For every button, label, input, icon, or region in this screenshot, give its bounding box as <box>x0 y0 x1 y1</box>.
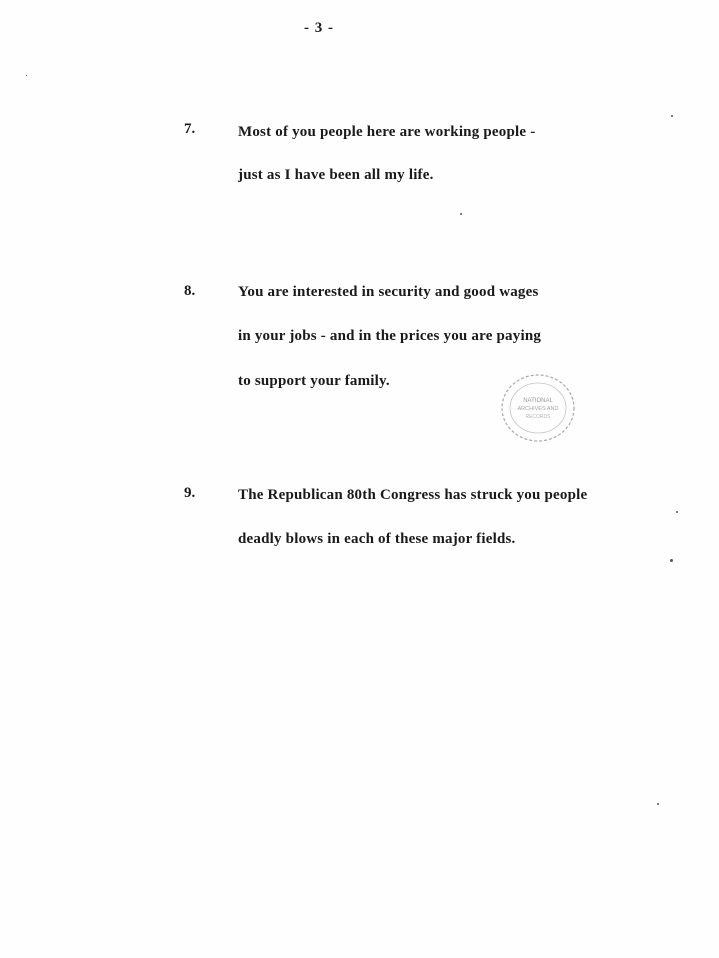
item-8-line-3: to support your family. <box>238 373 390 389</box>
scan-speck <box>670 559 673 562</box>
item-7-line-1: Most of you people here are working people - <box>238 124 536 140</box>
scan-speck <box>460 213 462 215</box>
scan-speck <box>671 115 673 117</box>
scan-speck <box>676 511 678 513</box>
item-8-line-2: in your jobs - and in the prices you are paying <box>238 328 542 344</box>
archive-stamp <box>498 371 578 445</box>
item-number-8: 8. <box>184 283 196 299</box>
item-number-9: 9. <box>184 485 196 501</box>
item-9-line-2: deadly blows in each of these major fields. <box>238 531 516 547</box>
item-7-line-2: just as I have been all my life. <box>238 167 434 183</box>
stamp-text-3: RECORDS <box>525 414 551 420</box>
stamp-text-1: NATIONAL <box>523 398 553 404</box>
scan-speck <box>26 75 27 76</box>
item-number-7: 7. <box>184 121 196 137</box>
stamp-text-2: ARCHIVES AND <box>517 406 559 412</box>
item-8-line-1: You are interested in security and good wages <box>238 284 539 300</box>
scan-speck <box>657 803 659 805</box>
item-9-line-1: The Republican 80th Congress has struck you people <box>238 487 588 503</box>
page-number: - 3 - <box>304 20 334 36</box>
